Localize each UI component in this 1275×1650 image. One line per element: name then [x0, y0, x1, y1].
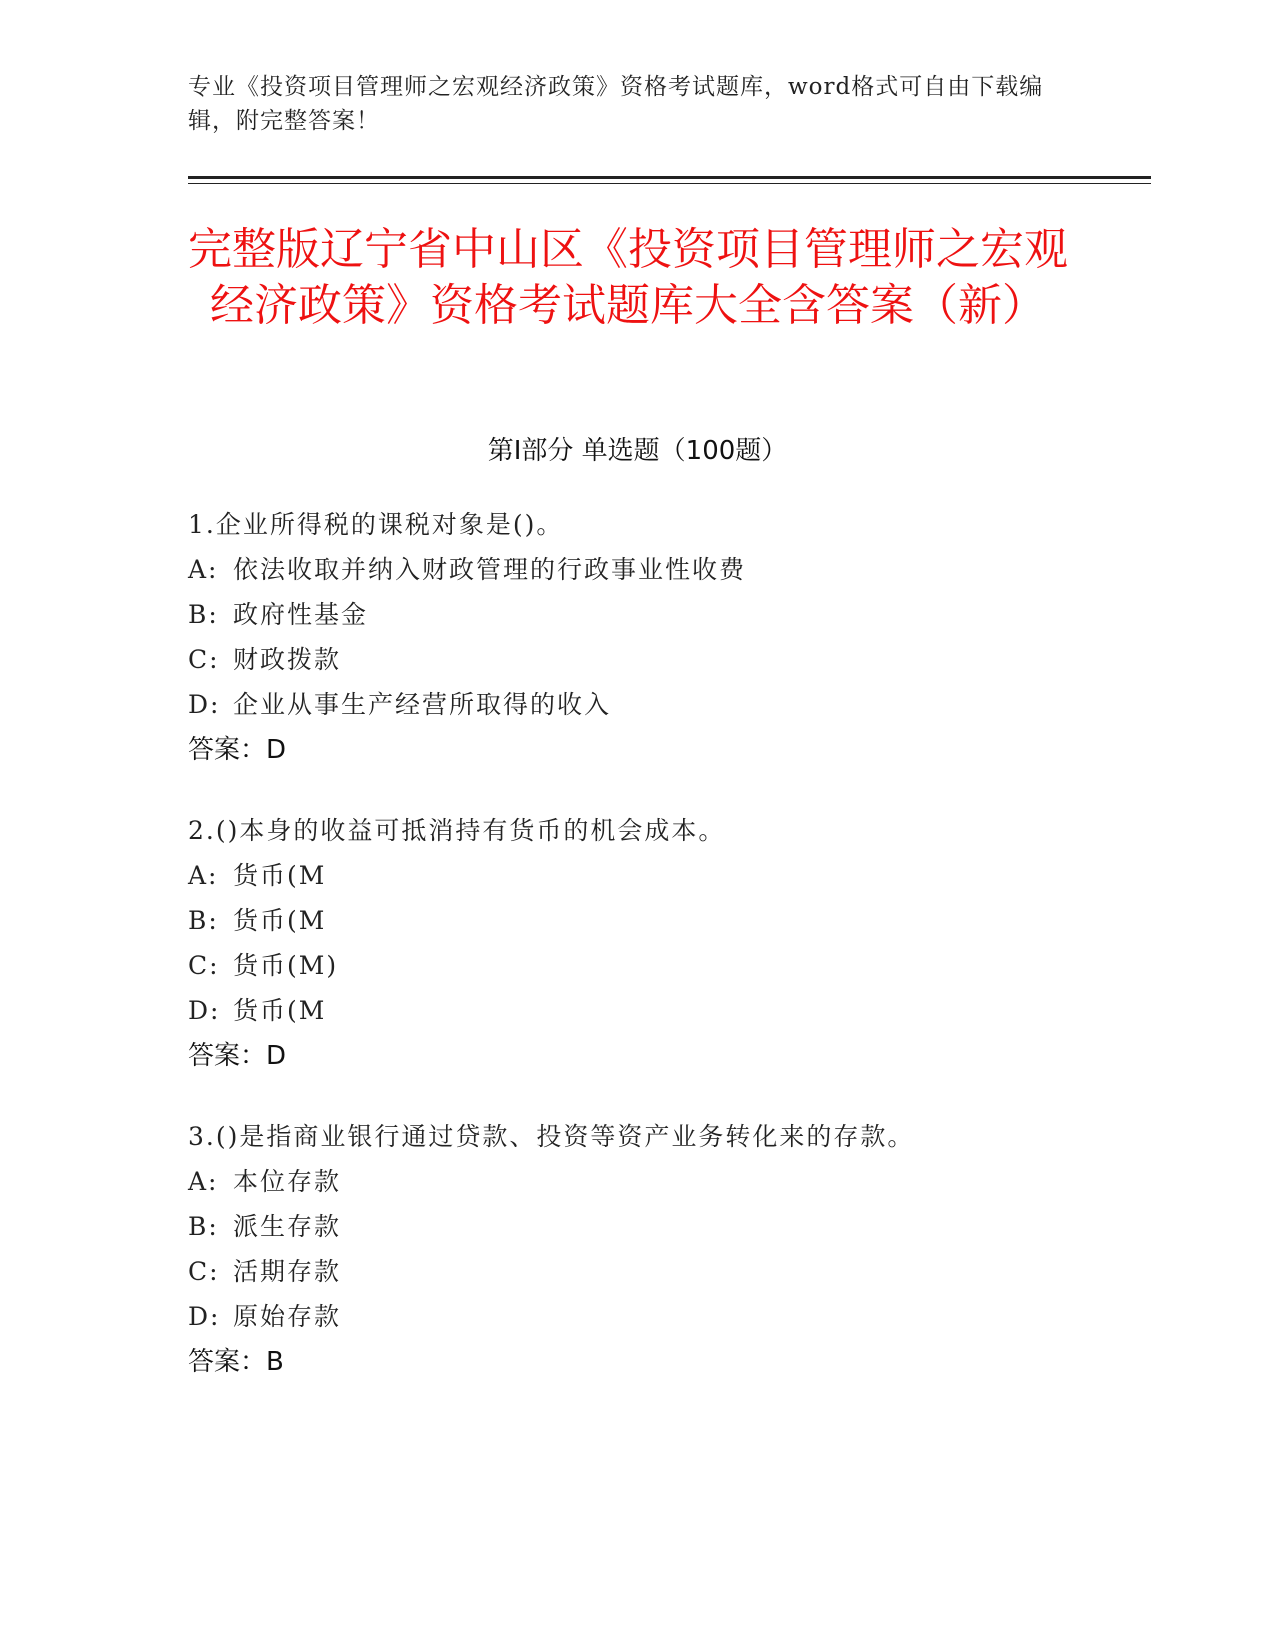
option-text: 政府性基金 — [233, 600, 369, 629]
answer: 答案：D — [188, 1041, 287, 1071]
option-c — [188, 943, 1088, 988]
option-letter: B: — [188, 906, 219, 935]
option-text: 派生存款 — [233, 1212, 342, 1241]
answer: 答案：B — [188, 1347, 284, 1377]
option-text: 财政拨款 — [233, 645, 342, 674]
option-letter: A: — [188, 861, 219, 890]
option-text: 货币(M — [233, 861, 327, 890]
option-text: 企业从事生产经营所取得的收入 — [233, 690, 612, 719]
option-letter: C: — [188, 645, 220, 674]
option-letter: A: — [188, 1167, 219, 1196]
question-stem: 2.()本身的收益可抵消持有货币的机会成本。 — [188, 816, 726, 845]
option-a — [188, 547, 1088, 592]
option-letter: B: — [188, 600, 219, 629]
option-a — [188, 1159, 1088, 1204]
header-rule-thick — [188, 176, 1151, 179]
option-d — [188, 682, 1088, 727]
option-c — [188, 637, 1088, 682]
option-letter: D: — [188, 996, 221, 1025]
option-text: 原始存款 — [233, 1302, 342, 1331]
option-d — [188, 988, 1088, 1033]
option-letter: B: — [188, 1212, 219, 1241]
question-3 — [188, 1114, 1088, 1385]
option-letter: C: — [188, 1257, 220, 1286]
option-letter: D: — [188, 690, 221, 719]
header-note: 专业《投资项目管理师之宏观经济政策》资格考试题库，word格式可自由下载编辑，附完整答案！ — [188, 74, 1044, 134]
option-letter: C: — [188, 951, 220, 980]
answer: 答案：D — [188, 735, 287, 765]
question-stem: 3.()是指商业银行通过贷款、投资等资产业务转化来的存款。 — [188, 1122, 915, 1151]
question-2 — [188, 808, 1088, 1079]
option-d — [188, 1294, 1088, 1339]
option-b — [188, 1204, 1088, 1249]
option-text: 活期存款 — [233, 1257, 342, 1286]
document-title: 完整版辽宁省中山区《投资项目管理师之宏观经济政策》资格考试题库大全含答案（新） — [188, 224, 1068, 331]
option-text: 货币(M — [233, 906, 327, 935]
option-b — [188, 898, 1088, 943]
header-rule-thin — [188, 183, 1151, 184]
option-text: 货币(M) — [233, 951, 339, 980]
option-letter: A: — [188, 555, 219, 584]
option-text: 本位存款 — [233, 1167, 342, 1196]
question-1 — [188, 502, 1088, 773]
option-text: 货币(M — [233, 996, 327, 1025]
option-a — [188, 853, 1088, 898]
question-stem: 1.企业所得税的课税对象是()。 — [188, 510, 564, 539]
option-c — [188, 1249, 1088, 1294]
section-title: 第Ⅰ部分 单选题（100题） — [487, 436, 788, 466]
option-letter: D: — [188, 1302, 221, 1331]
option-b — [188, 592, 1088, 637]
option-text: 依法收取并纳入财政管理的行政事业性收费 — [233, 555, 747, 584]
